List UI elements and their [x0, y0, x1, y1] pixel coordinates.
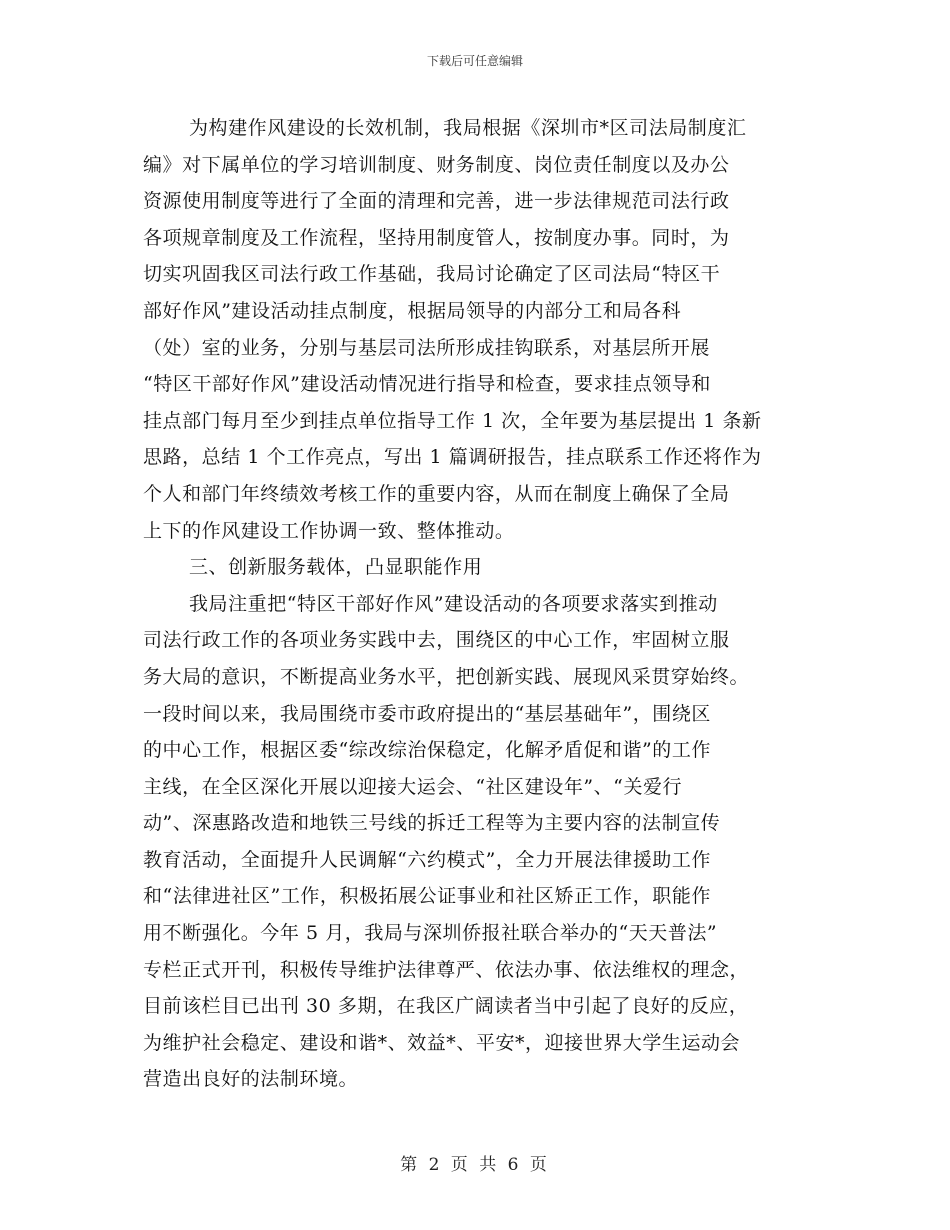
text-line: 部好作风”建设活动挂点制度，根据局领导的内部分工和局各科 — [143, 299, 682, 322]
text-line: 司法行政工作的各项业务实践中去，围绕区的中心工作，牢固树立服 — [143, 629, 730, 652]
text-line: “特区干部好作风”建设活动情况进行指导和检查，要求挂点领导和 — [143, 373, 711, 396]
text-line: 的中心工作，根据区委“综改综治保稳定，化解矛盾促和谐”的工作 — [143, 739, 711, 762]
text-line: 上下的作风建设工作协调一致、整体推动。 — [143, 519, 515, 542]
text-line: 切实巩固我区司法行政工作基础，我局讨论确定了区司法局“特区干 — [143, 263, 721, 286]
text-line: 思路，总结 1 个工作亮点，写出 1 篇调研报告，挂点联系工作还将作为 — [143, 446, 762, 469]
page-number: 第 2 页 共 6 页 — [400, 1155, 550, 1175]
text-line: 务大局的意识，不断提高业务水平，把创新实践、展现风采贯穿始终。 — [143, 665, 750, 688]
text-line: 和“法律进社区”工作，积极拓展公证事业和社区矫正工作，职能作 — [143, 885, 711, 908]
text-line: 目前该栏目已出刊 30 多期，在我区广阔读者当中引起了良好的反应， — [143, 995, 749, 1018]
page-header-note: 下载后可任意编辑 — [426, 54, 523, 68]
text-line: 一段时间以来，我局围绕市委市政府提出的“基层基础年”，围绕区 — [143, 702, 711, 725]
text-line: 资源使用制度等进行了全面的清理和完善，进一步法律规范司法行政 — [143, 190, 730, 213]
text-line: 各项规章制度及工作流程，坚持用制度管人，按制度办事。同时，为 — [143, 226, 730, 249]
text-line: （处）室的业务，分别与基层司法所形成挂钩联系，对基层所开展 — [143, 336, 710, 359]
text-line: 动”、深惠路改造和地铁三号线的拆迁工程等为主要内容的法制宣传 — [143, 812, 721, 835]
text-line: 编》对下属单位的学习培训制度、财务制度、岗位责任制度以及办公 — [143, 153, 730, 176]
text-line: 为维护社会稳定、建设和谐*、效益*、平安*，迎接世界大学生运动会 — [143, 1031, 741, 1054]
text-line: 个人和部门年终绩效考核工作的重要内容，从而在制度上确保了全局 — [143, 482, 730, 505]
text-line: 挂点部门每月至少到挂点单位指导工作 1 次，全年要为基层提出 1 条新 — [143, 409, 762, 432]
text-line: 主线，在全区深化开展以迎接大运会、“社区建设年”、“关爱行 — [143, 775, 683, 798]
paragraph-first-line: 为构建作风建设的长效机制，我局根据《深圳市*区司法局制度汇 — [189, 117, 747, 139]
document-body — [143, 110, 811, 1098]
text-line: 用不断强化。今年 5 月，我局与深圳侨报社联合举办的“天天普法” — [143, 922, 718, 945]
paragraph-first-line: 三、创新服务载体，凸显职能作用 — [189, 556, 483, 579]
text-line: 教育活动，全面提升人民调解“六约模式”，全力开展法律援助工作 — [143, 848, 711, 871]
text-line: 营造出良好的法制环境。 — [143, 1068, 359, 1091]
text-line: 专栏正式开刊，积极传导维护法律尊严、依法办事、依法维权的理念， — [143, 958, 750, 981]
paragraph-first-line: 我局注重把“特区干部好作风”建设活动的各项要求落实到推动 — [189, 592, 718, 615]
